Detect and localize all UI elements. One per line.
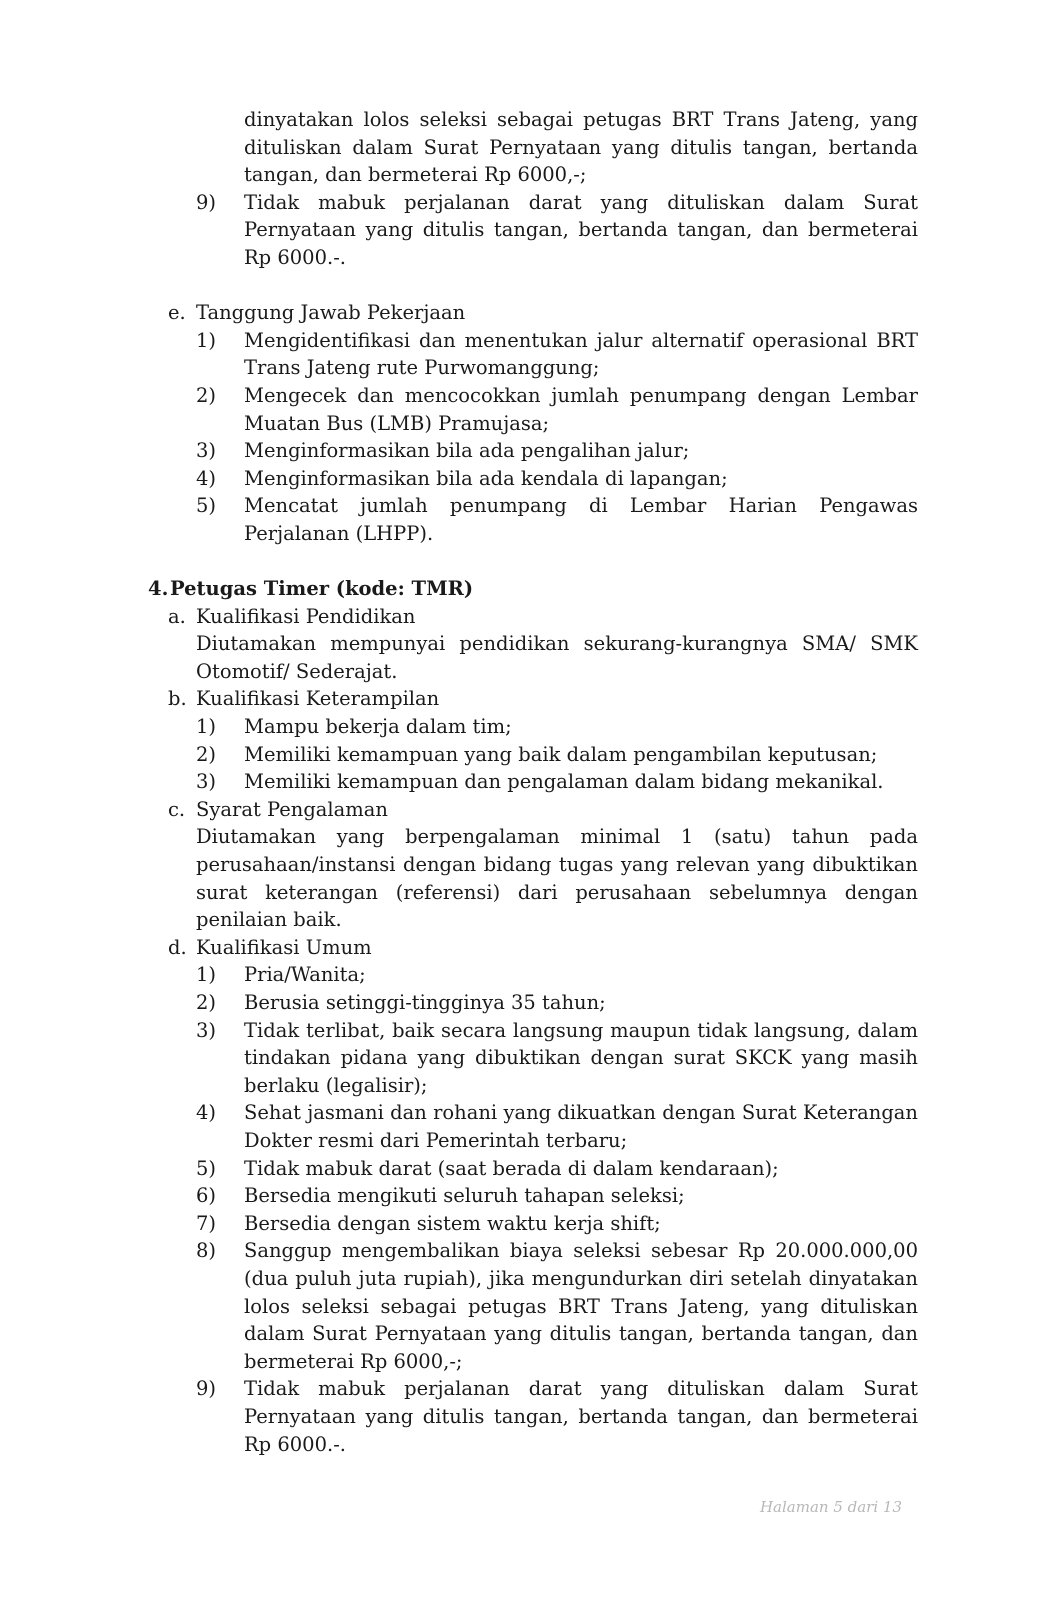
subsection-letter: d.: [168, 935, 187, 959]
list-text: Berusia setinggi-tingginya 35 tahun;: [244, 991, 606, 1014]
list-item: [148, 465, 918, 493]
section-number: 4.: [148, 577, 169, 601]
list-number: 1): [196, 963, 217, 987]
list-number: 2): [196, 991, 217, 1014]
list-item: [148, 1017, 918, 1100]
list-number: 5): [196, 1156, 217, 1180]
spacer: [148, 548, 918, 576]
list-text: Bersedia mengikuti seluruh tahapan seleksi;: [244, 1184, 685, 1208]
list-item: [148, 989, 918, 1017]
continuation-paragraph: dinyatakan lolos seleksi sebagai petugas BRT Trans Jateng, yang dituliskan dalam Surat Pernyataan yang ditulis tangan, bertanda tangan, dan bermeterai Rp 6000,-;: [244, 108, 918, 187]
list-number: 1): [196, 328, 217, 352]
list-text: Tidak mabuk darat (saat berada di dalam kendaraan);: [244, 1156, 779, 1180]
list-text: Tidak mabuk perjalanan darat yang dituliskan dalam Surat Pernyataan yang ditulis tangan, bertanda tangan, dan bermeterai Rp 6000.-.: [244, 1377, 918, 1456]
list-number: 3): [196, 439, 217, 463]
list-item: [148, 437, 918, 465]
subsection-c-text: Diutamakan yang berpengalaman minimal 1 (satu) tahun pada perusahaan/instansi dengan bidang tugas yang relevan yang dibuktikan surat keterangan (referensi) dari perusahaan sebelumnya dengan penilaian baik.: [196, 825, 918, 932]
section-4-heading: [148, 575, 918, 603]
subsection-letter: a.: [168, 604, 186, 628]
list-text: Sanggup mengembalikan biaya seleksi sebesar Rp 20.000.000,00 (dua puluh juta rupiah), jika mengundurkan diri setelah dinyatakan lolos seleksi sebagai petugas BRT Trans Jateng, yang dituliskan dalam Surat Pernyataan yang ditulis tangan, bertanda tangan, dan bermeterai Rp 6000,-;: [244, 1239, 918, 1373]
list-item: [148, 327, 918, 382]
list-number: 8): [196, 1239, 217, 1263]
list-text: Mengidentifikasi dan menentukan jalur alternatif operasional BRT Trans Jateng rute Purwomanggung;: [244, 328, 918, 380]
subsection-title: Kualifikasi Umum: [196, 935, 372, 959]
list-text: Bersedia dengan sistem waktu kerja shift;: [244, 1211, 661, 1235]
list-number: 9): [196, 1377, 217, 1401]
list-number: 4): [196, 466, 217, 490]
list-item: [148, 741, 918, 769]
subsection-letter: c.: [168, 797, 186, 821]
section-title: Petugas Timer (kode: TMR): [170, 577, 474, 601]
list-item: [148, 1182, 918, 1210]
list-text: Mengecek dan mencocokkan jumlah penumpang dengan Lembar Muatan Bus (LMB) Pramujasa;: [244, 383, 918, 435]
list-item: [148, 768, 918, 796]
list-item: [148, 189, 918, 272]
subsection-c-heading: [148, 796, 918, 824]
list-number: 2): [196, 383, 217, 407]
list-number: 2): [196, 742, 217, 766]
list-item: [148, 1155, 918, 1183]
list-text: Memiliki kemampuan yang baik dalam pengambilan keputusan;: [244, 742, 878, 766]
list-item: [148, 1237, 918, 1375]
subsection-title: Kualifikasi Keterampilan: [196, 687, 440, 711]
list-number: 6): [196, 1184, 217, 1208]
subsection-a-text: Diutamakan mempunyai pendidikan sekurang-kurangnya SMA/ SMK Otomotif/ Sederajat.: [196, 632, 918, 683]
list-text: Memiliki kemampuan dan pengalaman dalam bidang mekanikal.: [244, 770, 884, 794]
list-number: 4): [196, 1101, 217, 1125]
list-text: Tidak terlibat, baik secara langsung maupun tidak langsung, dalam tindakan pidana yang dibuktikan dengan surat SKCK yang masih berlaku (legalisir);: [244, 1018, 918, 1097]
section-e-heading: [148, 299, 918, 327]
list-text: Menginformasikan bila ada kendala di lapangan;: [244, 466, 728, 490]
list-item: [148, 1099, 918, 1154]
list-number: 3): [196, 770, 217, 794]
list-item: [148, 713, 918, 741]
document-body: [148, 106, 918, 1458]
subsection-d-heading: [148, 934, 918, 962]
list-text: Pria/Wanita;: [244, 963, 366, 987]
list-number: 1): [196, 715, 217, 739]
subsection-title: Kualifikasi Pendidikan: [196, 604, 416, 628]
list-number: 7): [196, 1211, 217, 1235]
subsection-b-heading: [148, 685, 918, 713]
spacer: [148, 272, 918, 300]
list-item: [148, 492, 918, 547]
list-text: Mencatat jumlah penumpang di Lembar Harian Pengawas Perjalanan (LHPP).: [244, 494, 918, 545]
section-letter: e.: [168, 301, 186, 325]
list-text: Tidak mabuk perjalanan darat yang dituliskan dalam Surat Pernyataan yang ditulis tangan, bertanda tangan, dan bermeterai Rp 6000.-.: [244, 190, 918, 269]
section-title: Tanggung Jawab Pekerjaan: [196, 301, 466, 325]
list-item: [148, 1210, 918, 1238]
subsection-letter: b.: [168, 687, 187, 711]
list-text: Sehat jasmani dan rohani yang dikuatkan dengan Surat Keterangan Dokter resmi dari Pemerintah terbaru;: [244, 1101, 918, 1152]
subsection-title: Syarat Pengalaman: [196, 797, 388, 821]
list-text: Mampu bekerja dalam tim;: [244, 715, 512, 739]
list-item: [148, 382, 918, 437]
list-text: Menginformasikan bila ada pengalihan jalur;: [244, 439, 690, 463]
list-number: 9): [196, 190, 217, 214]
list-item: [148, 961, 918, 989]
subsection-a-heading: [148, 603, 918, 631]
list-number: 3): [196, 1018, 217, 1042]
page-number-footer: Halaman 5 dari 13: [759, 1498, 902, 1516]
list-item: [148, 1375, 918, 1458]
list-number: 5): [196, 494, 217, 518]
